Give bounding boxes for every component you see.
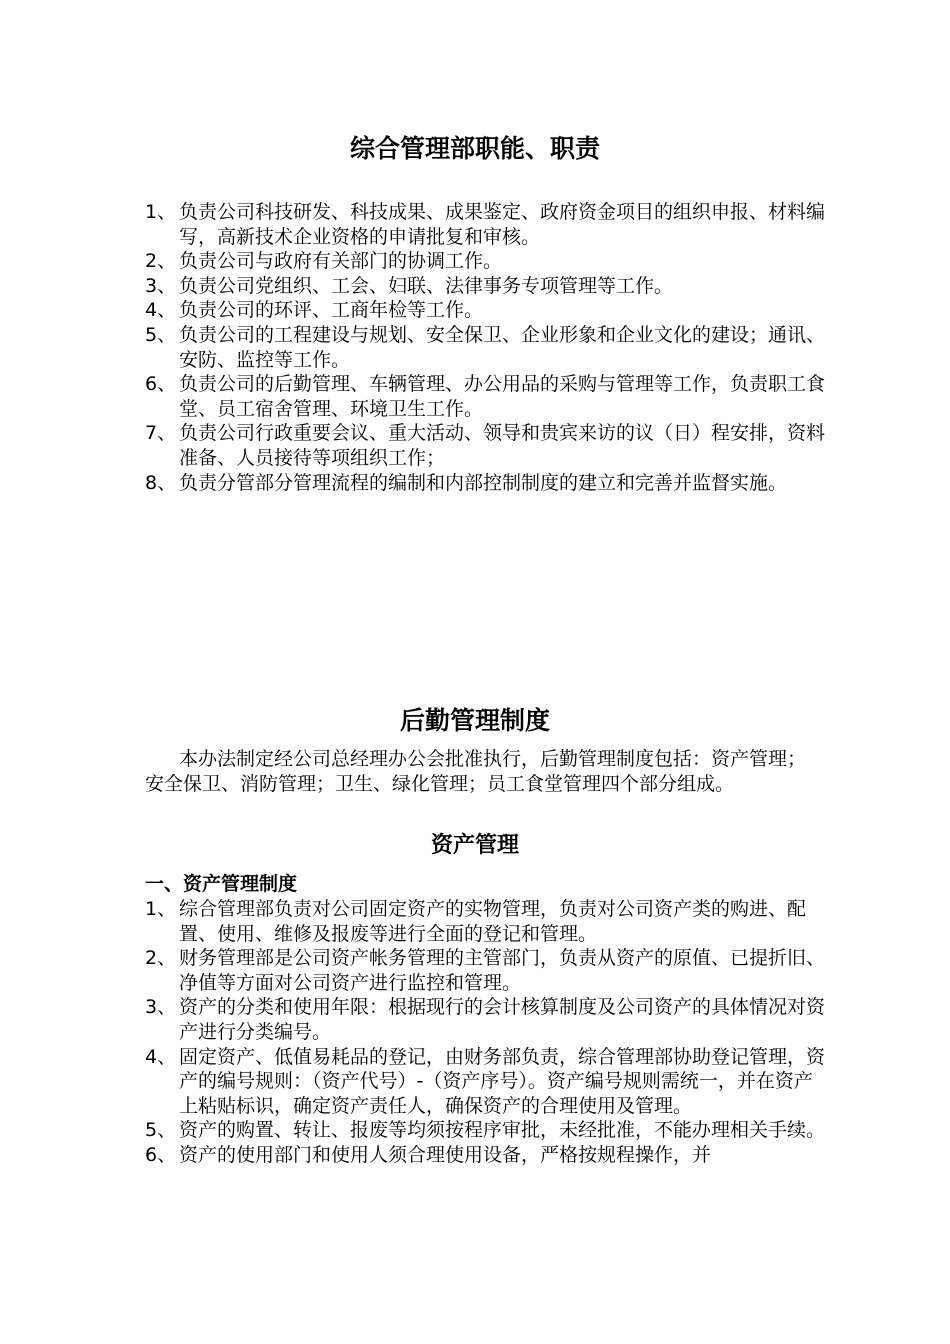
item-number: 7、 [145,422,177,445]
item-number: 3、 [145,274,177,297]
asset-rules-list [145,897,825,1168]
item-number: 4、 [145,1045,177,1068]
item-text: 负责公司的环评、工商年检等工作。 [179,299,484,322]
list-item [145,249,825,274]
item-text: 负责公司与政府有关部门的协调工作。 [179,250,503,273]
list-item [145,995,825,1044]
item-text: 财务管理部是公司资产帐务管理的主管部门，负责从资产的原值、已提折旧、净值等方面对公司资产进行监控和管理。 [179,947,826,994]
item-number: 5、 [145,1119,177,1142]
list-item [145,1143,825,1168]
list-item [145,897,825,946]
item-number: 6、 [145,1143,177,1166]
item-text: 综合管理部负责对公司固定资产的实物管理，负责对公司资产类的购进、配置、使用、维修及报废等进行全面的登记和管理。 [179,898,807,945]
subsection-title: 资产管理 [430,833,519,858]
list-item [145,946,825,995]
item-number: 8、 [145,471,177,494]
item-number: 5、 [145,323,177,346]
list-item [145,471,825,496]
item-text: 负责分管部分管理流程的编制和内部控制制度的建立和完善并监督实施。 [179,471,788,494]
list-item [145,372,825,421]
intro-paragraph: 本办法制定经公司总经理办公会批准执行，后勤管理制度包括：资产管理；安全保卫、消防管理；卫生、绿化管理；员工食堂管理四个部分组成。 [145,748,807,795]
list-item [145,323,825,372]
item-number: 2、 [145,947,177,970]
section-title: 综合管理部职能、职责 [349,134,600,163]
item-text: 资产的购置、转让、报废等均须按程序审批，未经批准，不能办理相关手续。 [179,1119,826,1142]
list-item [145,1118,825,1143]
item-text: 负责公司科技研发、科技成果、成果鉴定、政府资金项目的组织申报、材料编写，高新技术企业资格的申请批复和审核。 [179,201,826,248]
item-number: 3、 [145,996,177,1019]
list-item [145,1045,825,1119]
item-number: 6、 [145,373,177,396]
item-number: 2、 [145,250,177,273]
subsection-heading: 一、资产管理制度 [145,873,298,895]
item-number: 1、 [145,201,177,223]
list-item [145,298,825,323]
list-item [145,421,825,470]
item-text: 负责公司的后勤管理、车辆管理、办公用品的采购与管理等工作，负责职工食堂、员工宿舍管理、环境卫生工作。 [179,373,826,420]
item-text: 资产的分类和使用年限：根据现行的会计核算制度及公司资产的具体情况对资产进行分类编号。 [179,996,826,1043]
item-text: 负责公司的工程建设与规划、安全保卫、企业形象和企业文化的建设；通讯、安防、监控等工作。 [179,323,826,371]
item-text: 固定资产、低值易耗品的登记，由财务部负责，综合管理部协助登记管理，资产的编号规则：（资产代号）-（资产序号）。资产编号规则需统一，并在资产上粘贴标识，确定资产责任人，确保资产的合理使用及管理。 [179,1045,826,1117]
list-item [145,200,825,249]
item-number: 1、 [145,898,177,920]
section-title: 后勤管理制度 [399,706,550,735]
list-item [145,274,825,299]
item-text: 负责公司行政重要会议、重大活动、领导和贵宾来访的议（日）程安排，资料准备、人员接待等项组织工作； [179,422,826,469]
item-text: 负责公司党组织、工会、妇联、法律事务专项管理等工作。 [179,274,674,297]
item-text: 资产的使用部门和使用人须合理使用设备，严格按规程操作，并 [179,1143,712,1166]
duties-list [145,200,825,495]
item-number: 4、 [145,299,177,322]
